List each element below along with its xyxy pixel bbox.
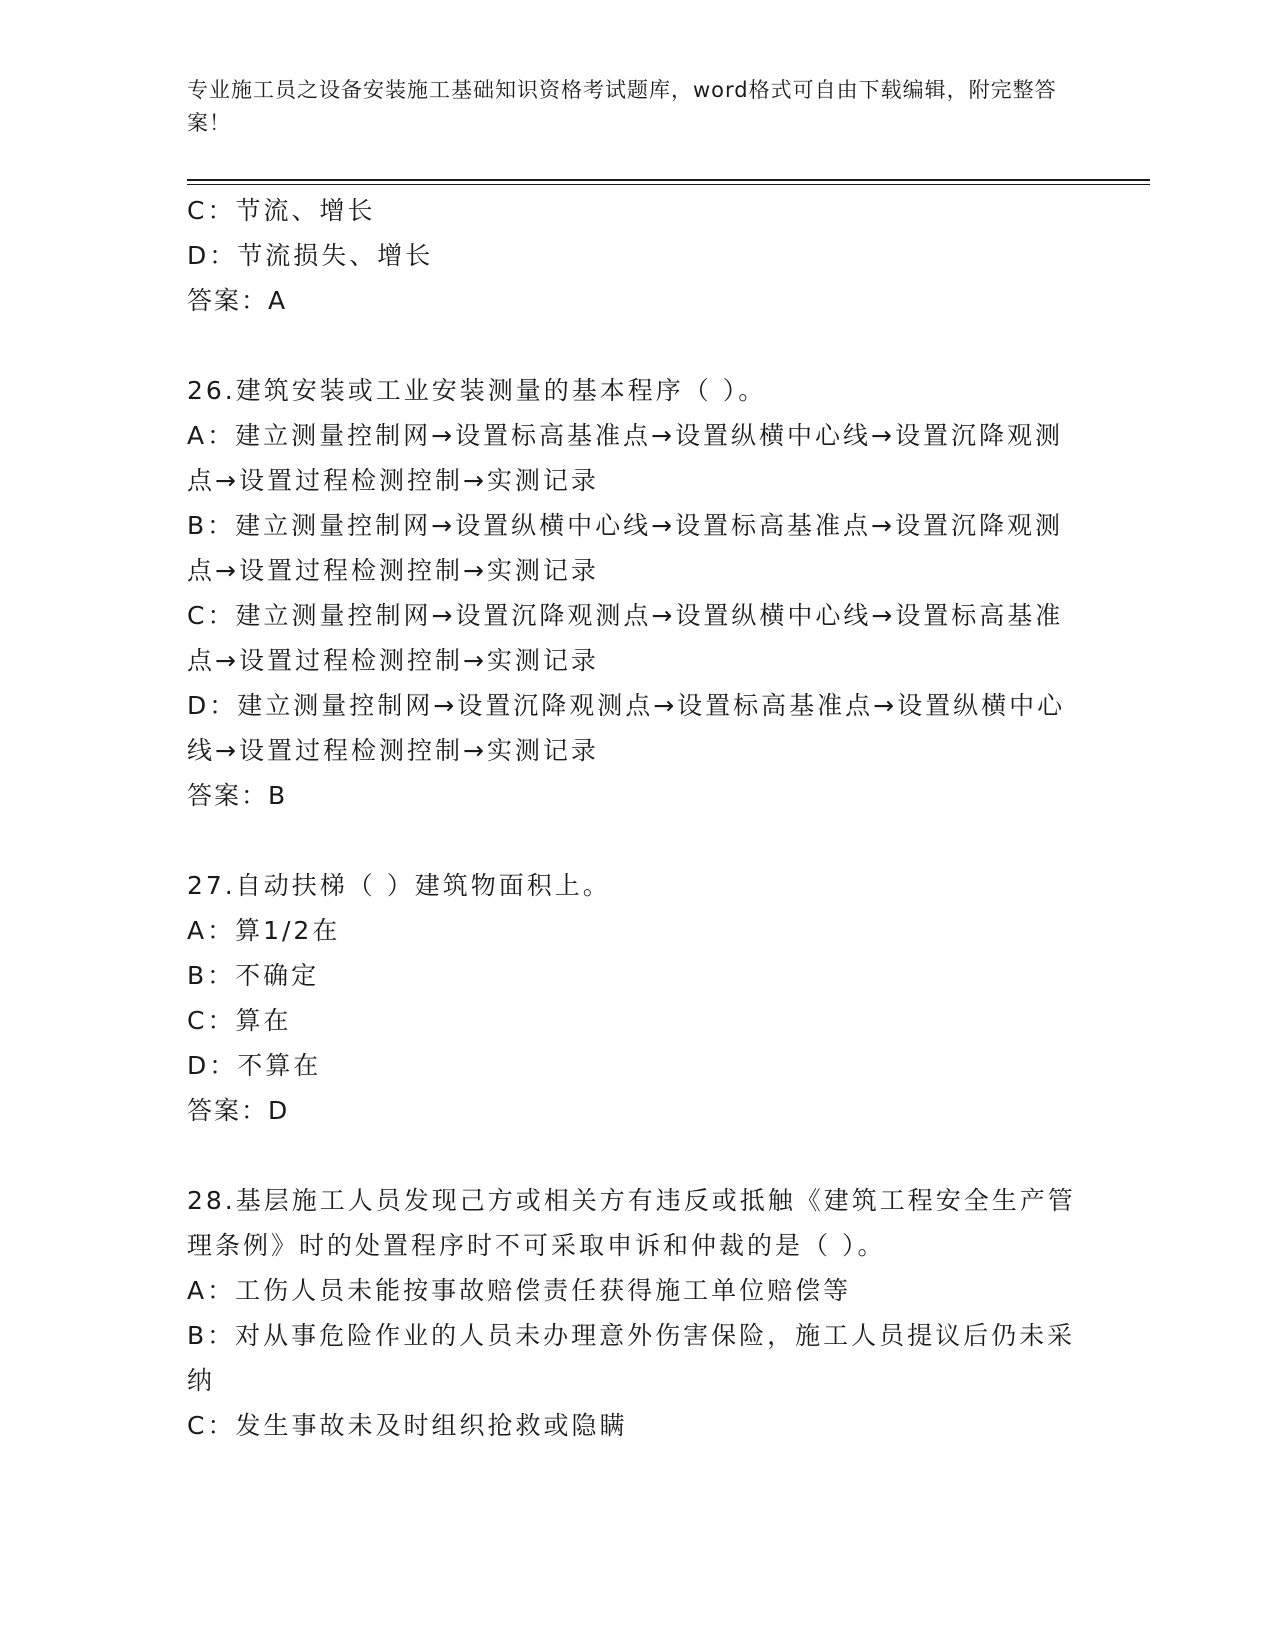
option-a: A：工伤人员未能按事故赔偿责任获得施工单位赔偿等 [187, 1276, 852, 1305]
header-divider-thick [187, 179, 1150, 181]
option-c: C：发生事故未及时组织抢救或隐瞒 [187, 1411, 628, 1440]
question-25-tail [187, 188, 1077, 323]
question-stem: 27.自动扶梯（ ）建筑物面积上。 [187, 871, 611, 900]
answer-line: 答案：D [187, 1096, 290, 1125]
document-body [187, 188, 1077, 1448]
spacer [187, 323, 1077, 368]
option-b: B：不确定 [187, 961, 320, 990]
option-a: A：算1/2在 [187, 916, 341, 945]
option-a: A：建立测量控制网→设置标高基准点→设置纵横中心线→设置沉降观测点→设置过程检测控制→实测记录 [187, 421, 1063, 495]
document-header: 专业施工员之设备安装施工基础知识资格考试题库，word格式可自由下载编辑，附完整答案！ [187, 78, 1057, 135]
option-c: C：建立测量控制网→设置沉降观测点→设置纵横中心线→设置标高基准点→设置过程检测控制→实测记录 [187, 601, 1064, 675]
option-b: B：对从事危险作业的人员未办理意外伤害保险，施工人员提议后仍未采纳 [187, 1321, 1076, 1395]
answer-line: 答案：B [187, 781, 288, 810]
spacer [187, 1133, 1077, 1178]
option-d: D：节流损失、增长 [187, 241, 434, 270]
answer-line: 答案：A [187, 286, 288, 315]
option-b: B：建立测量控制网→设置纵横中心线→设置标高基准点→设置沉降观测点→设置过程检测控制→实测记录 [187, 511, 1063, 585]
question-stem: 26.建筑安装或工业安装测量的基本程序（ ）。 [187, 376, 767, 405]
spacer [187, 818, 1077, 863]
header-divider-thin [187, 184, 1150, 185]
option-c: C：算在 [187, 1006, 292, 1035]
option-c: C：节流、增长 [187, 196, 376, 225]
question-27 [187, 863, 1077, 1133]
question-stem: 28.基层施工人员发现己方或相关方有违反或抵触《建筑工程安全生产管理条例》时的处置程序时不可采取申诉和仲裁的是（ ）。 [187, 1186, 1076, 1260]
option-d: D：不算在 [187, 1051, 322, 1080]
question-28 [187, 1178, 1077, 1448]
question-26 [187, 368, 1077, 818]
option-d: D：建立测量控制网→设置沉降观测点→设置标高基准点→设置纵横中心线→设置过程检测控制→实测记录 [187, 691, 1066, 765]
